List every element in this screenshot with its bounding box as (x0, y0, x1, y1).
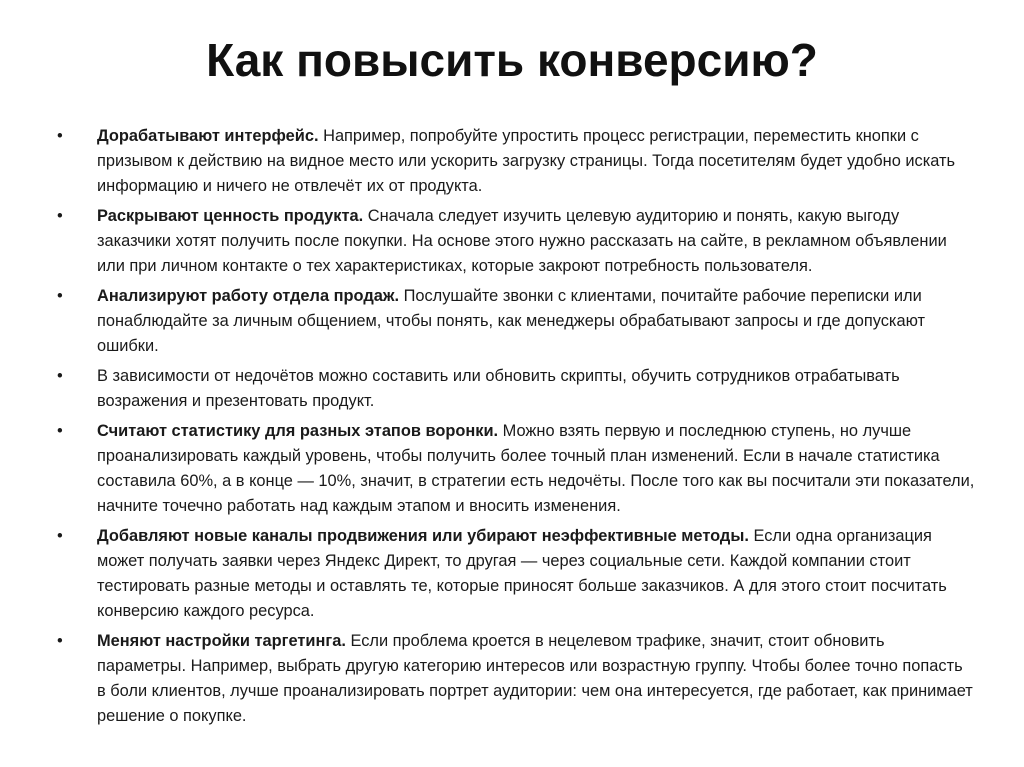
bullet-text: Сначала следует изучить целевую аудиторию и понять, какую выгоду заказчики хотят получить после покупки. На основе этого нужно рассказать на сайте, в рекламном объявлении или при личном контакте о тех характеристиках, которые закроют потребность пользователя. (97, 207, 947, 275)
bullet-text: Послушайте звонки с клиентами, почитайте рабочие переписки или понаблюдайте за личным общением, чтобы понять, как менеджеры обрабатывают запросы и где допускают ошибки. (97, 287, 926, 355)
bullet-text: Например, попробуйте упростить процесс регистрации, переместить кнопки с призывом к действию на видное место или ускорить загрузку страницы. Тогда посетителям будет удобно искать информацию и ничего не отвлечёт их от продукта. (97, 127, 956, 195)
bullet-list (55, 124, 975, 734)
slide-title: Как повысить конверсию? (206, 34, 818, 86)
list-item (55, 524, 975, 624)
bullet-icon: • (57, 527, 63, 545)
bullet-lead: Считают статистику для разных этапов воронки. (97, 422, 499, 440)
bullet-lead: Меняют настройки таргетинга. (97, 632, 346, 650)
bullet-lead: Раскрывают ценность продукта. (97, 207, 364, 225)
bullet-icon: • (57, 207, 63, 225)
bullet-lead: Анализируют работу отдела продаж. (97, 287, 400, 305)
bullet-icon: • (57, 632, 63, 650)
list-item (55, 124, 975, 199)
bullet-lead: Дорабатывают интерфейс. (97, 127, 319, 145)
list-item (55, 364, 975, 414)
list-item (55, 204, 975, 279)
bullet-text: В зависимости от недочётов можно составить или обновить скрипты, обучить сотрудников отрабатывать возражения и презентовать продукт. (97, 367, 900, 410)
list-item (55, 284, 975, 359)
bullet-icon: • (57, 287, 63, 305)
list-item (55, 629, 975, 729)
bullet-icon: • (57, 127, 63, 145)
list-item (55, 419, 975, 519)
bullet-icon: • (57, 422, 63, 440)
bullet-text: Если одна организация может получать заявки через Яндекс Директ, то другая — через социальные сети. Каждой компании стоит тестировать разные методы и оставлять те, которые приносят больше заказчиков. А для этого стоит посчитать конверсию каждого ресурса. (97, 527, 947, 620)
bullet-icon: • (57, 367, 63, 385)
bullet-lead: Добавляют новые каналы продвижения или убирают неэффективные методы. (97, 527, 749, 545)
bullet-text: Если проблема кроется в нецелевом трафике, значит, стоит обновить параметры. Например, выбрать другую категорию интересов или возрастную группу. Чтобы более точно попасть в боли клиентов, лучше проанализировать портрет аудитории: чем она интересуется, где работает, как принимает решение о покупке. (97, 632, 973, 725)
bullet-text: Можно взять первую и последнюю ступень, но лучше проанализировать каждый уровень, чтобы получить более точный план изменений. Если в начале статистика составила 60%, а в конце — 10%, значит, в стратегии есть недочёты. После того как вы посчитали эти показатели, начните точечно работать над каждым этапом и вносить изменения. (97, 422, 975, 515)
